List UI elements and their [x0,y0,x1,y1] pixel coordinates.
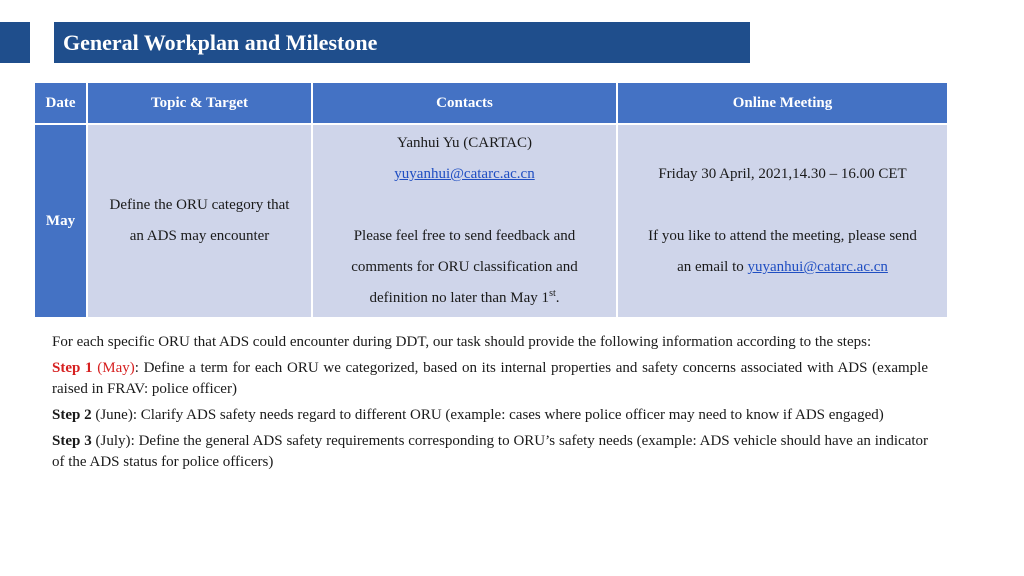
meeting-note-line-2: an email to yuyanhui@catarc.ac.cn [677,259,888,275]
meeting-email-link[interactable]: yuyanhui@catarc.ac.cn [747,259,888,275]
header-topic: Topic & Target [87,82,312,124]
notes-intro: For each specific ORU that ADS could encounter during DDT, our task should provide the following information according to the steps: [52,334,872,350]
feedback-line-3: definition no later than May 1st. [369,288,560,306]
step-1 [52,358,928,400]
step-1-month: (May) [92,360,135,376]
contact-email-link[interactable]: yuyanhui@catarc.ac.cn [394,166,535,182]
step-3-label: Step 3 [52,433,92,449]
header-contacts: Contacts [312,82,617,124]
step-2-text: : Clarify ADS safety needs regard to different ORU (example: cases where police officer may need to know if ADS engaged) [132,407,884,423]
topic-line-1: Define the ORU category that [109,197,290,213]
step-3 [52,431,928,473]
step-1-text: : Define a term for each ORU we categorized, based on its internal properties and safety concerns associated with ADS (example raised in FRAV: police officer) [52,360,928,397]
notes-section [52,332,928,478]
contacts-cell [312,124,617,318]
meeting-note-line-1: If you like to attend the meeting, please send [648,228,917,244]
header-date: Date [34,82,87,124]
step-2-month: (June) [91,407,133,423]
feedback-line-2: comments for ORU classification and [351,259,578,275]
meeting-cell [617,124,948,318]
step-3-text: : Define the general ADS safety requirements corresponding to ORU’s safety needs (example: ADS vehicle should have an indicator of the ADS status for police officers) [52,433,929,470]
table-row [34,124,948,318]
title-accent-block [0,22,30,63]
table-header-row [34,82,948,124]
step-2-label: Step 2 [52,407,92,423]
header-meeting: Online Meeting [617,82,948,124]
contact-name: Yanhui Yu (CARTAC) [397,135,532,151]
step-3-month: (July) [91,433,131,449]
topic-cell [87,124,312,318]
title-bar [54,22,750,63]
step-2 [52,405,928,426]
workplan-table [33,81,949,319]
date-cell: May [34,124,87,318]
meeting-time: Friday 30 April, 2021,14.30 – 16.00 CET [658,166,907,182]
topic-line-2: an ADS may encounter [129,228,270,244]
feedback-line-1: Please feel free to send feedback and [353,228,576,244]
step-1-label: Step 1 [52,360,93,376]
page-title: General Workplan and Milestone [63,29,378,55]
